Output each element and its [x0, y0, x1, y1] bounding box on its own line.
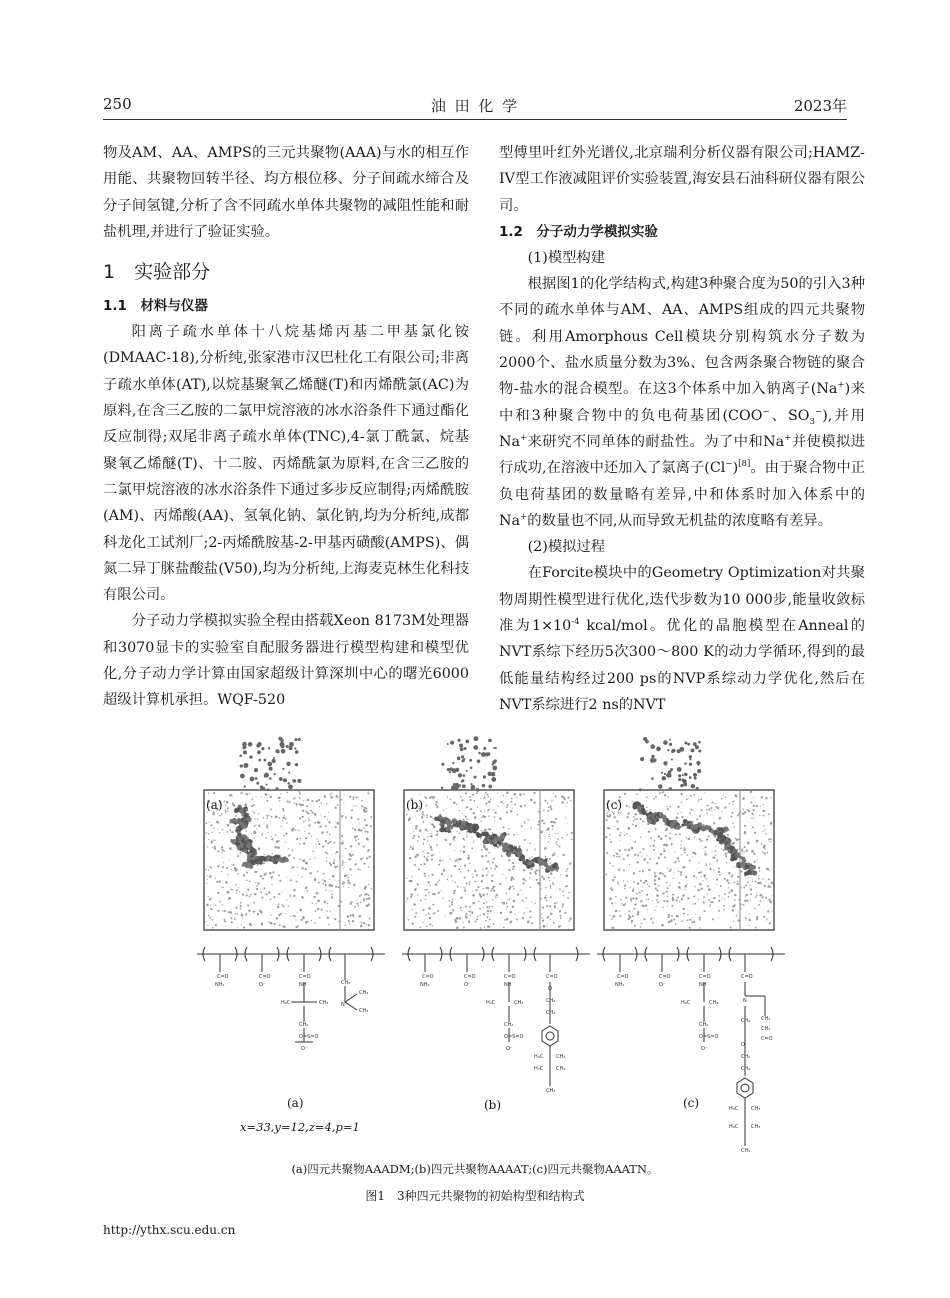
instruments-paragraph: 分子动力学模拟实验全程由搭载Xeon 8173M处理器和3070显卡的实验室自配服务器进行模型构建和模型优化,分子动力学计算由国家超级计算深圳中心的曙光6000超级计算机承担。WQF-520: [103, 613, 469, 709]
structure-a: [195, 946, 395, 1176]
journal-name: 油 田 化 学: [430, 97, 520, 115]
svg-text:C=O: C=O: [464, 974, 476, 980]
svg-text:CH₃: CH₃: [319, 1000, 329, 1006]
subsection-model-title: (1)模型构建: [527, 249, 606, 266]
snapshot-panel-b: [400, 736, 580, 936]
svg-text:CH₂: CH₂: [741, 1054, 751, 1060]
structure-b-drawing: [400, 946, 600, 1096]
svg-text:O⁻: O⁻: [259, 982, 266, 988]
year: 2023年: [793, 97, 847, 115]
materials-paragraph: 阳离子疏水单体十八烷基烯丙基二甲基氯化铵(DMAAC-18),分析纯,张家港市汉巴杜化工有限公司;非离子疏水单体(AT),以烷基聚氧乙烯醚(T)和丙烯酰氯(AC)为原料,在含三乙胺的二氯甲烷溶液的冰水浴条件下通过酯化反应制得;双尾非离子疏水单体(TNC),4-氯丁酰氯、烷基聚氧乙烯醚(T)、十二胺、丙烯酰氯为原料,在含三乙胺的二氯甲烷溶液的冰水浴条件下通过多步反应制得;丙烯酰胺(AM)、丙烯酸(AA)、氢氧化钠、氯化钠,均为分析纯,成都科龙化工试剂厂;2-丙烯酰胺基-2-甲基丙磺酸(AMPS)、偶氮二异丁脒盐酸盐(V50),均为分析纯,上海麦克林生化科技有限公司。: [103, 324, 469, 604]
structure-label-a: (a): [287, 1096, 304, 1110]
page-number: 250: [103, 95, 132, 113]
section-1-1-title: 1.1 材料与仪器: [103, 298, 208, 315]
right-column: [499, 140, 865, 718]
svg-text:N: N: [743, 998, 747, 1004]
section-1-title: 1 实验部分: [103, 261, 211, 284]
svg-text:H₃C: H₃C: [729, 1124, 739, 1130]
svg-text:CH₃: CH₃: [751, 1124, 761, 1130]
snapshot-label-b: (b): [406, 798, 424, 812]
snapshot-label-c: (c): [606, 798, 623, 812]
svg-text:CH₃: CH₃: [556, 1054, 566, 1060]
snapshot-label-a: (a): [206, 798, 223, 812]
svg-text:CH₃: CH₃: [546, 1088, 556, 1094]
svg-text:CH₂: CH₂: [546, 1010, 556, 1016]
header-rule: [103, 119, 847, 120]
snapshot-panel-a: [200, 736, 380, 936]
svg-text:CH₂: CH₂: [546, 998, 556, 1004]
svg-text:CH₂: CH₂: [741, 1066, 751, 1072]
svg-text:C=O: C=O: [217, 974, 229, 980]
simulation-paragraph: 在Forcite模块中的Geometry Optimization对共聚物周期性模型进行优化,迭代步数为10 000步,能量收敛标准为$1\times 10^{-4}$ kcal/mol。优化的晶胞模型在Anneal的NVT系综下经历5次300～800 K的动力学循环,得到的最低能量结构经过200 ps的NVP系综动力学优化,然后在NVT系综进行2 ns的NVT: [499, 565, 865, 713]
structure-label-c: (c): [683, 1096, 700, 1110]
svg-text:C=O: C=O: [546, 974, 558, 980]
structure-label-b: (b): [484, 1098, 502, 1112]
svg-text:O=S=O: O=S=O: [699, 1034, 719, 1040]
svg-text:CH₂: CH₂: [504, 1022, 514, 1028]
polymer-parameters: x=33,y=12,z=4,p=1: [240, 1120, 360, 1134]
svg-text:CH₃: CH₃: [556, 1066, 566, 1072]
svg-text:C=O: C=O: [761, 1036, 773, 1042]
svg-text:CH₃: CH₃: [514, 1000, 524, 1006]
svg-text:O⁻: O⁻: [701, 1046, 708, 1052]
svg-text:NH₂: NH₂: [215, 982, 225, 988]
svg-text:NH: NH: [299, 982, 307, 988]
model-paragraph: 根据图1的化学结构式,构建3种聚合度为50的引入3种不同的疏水单体与AM、AA、AMPS组成的四元共聚物链。利用Amorphous Cell模块分别构筑水分子数为2000个、盐水质量分数为3%、包含两条聚合物链的聚合物-盐水的混合模型。在这3个体系中加入钠离子(Na+)来中和3种聚合物中的负电荷基团(COO−、$SO_3^-$),并用Na+来研究不同单体的耐盐性。为了中和Na+并使模拟进行成功,在溶液中还加入了氯离子(Cl−)[8]。由于聚合物中正负电荷基团的数量略有差异,中和体系时加入体系中的Na+的数量也不同,从而导致无机盐的浓度略有差异。: [499, 276, 865, 529]
svg-text:N⁺: N⁺: [341, 1002, 348, 1008]
left-column: [103, 140, 469, 714]
svg-text:O⁻: O⁻: [464, 982, 471, 988]
svg-text:C=O: C=O: [699, 974, 711, 980]
svg-text:H₃C: H₃C: [534, 1054, 544, 1060]
snapshot-a-image: [200, 736, 380, 936]
svg-text:C=O: C=O: [741, 974, 753, 980]
instruments-continuation: 型傅里叶红外光谱仪,北京瑞利分析仪器有限公司;HAMZ-IV型工作液减阻评价实验装置,海安县石油科研仪器有限公司。: [499, 145, 865, 214]
structure-b: [400, 946, 600, 1176]
svg-text:CH₂: CH₂: [761, 1016, 771, 1022]
svg-text:H₃C: H₃C: [486, 1000, 496, 1006]
svg-text:O: O: [548, 986, 552, 992]
section-1-2-title: 1.2 分子动力学模拟实验: [499, 223, 658, 240]
svg-text:H₃C: H₃C: [729, 1106, 739, 1112]
svg-text:H₃C: H₃C: [681, 1000, 691, 1006]
svg-text:NH₂: NH₂: [420, 982, 430, 988]
snapshot-b-image: [400, 736, 580, 936]
svg-text:CH₃: CH₃: [359, 1008, 369, 1014]
svg-text:O⁻: O⁻: [506, 1046, 513, 1052]
svg-text:O⁻: O⁻: [659, 982, 666, 988]
svg-text:CH₂: CH₂: [699, 1022, 709, 1028]
svg-text:CH₃: CH₃: [709, 1000, 719, 1006]
footer-url[interactable]: http://ythx.scu.edu.cn: [103, 1223, 236, 1237]
svg-text:C=O: C=O: [504, 974, 516, 980]
reference-8[interactable]: [8]: [738, 459, 751, 470]
figure-note: (a)四元共聚物AAADM;(b)四元共聚物AAAAT;(c)四元共聚物AAATN。: [291, 1162, 659, 1176]
svg-text:NH₂: NH₂: [615, 982, 625, 988]
svg-text:CH₂: CH₂: [341, 980, 351, 986]
svg-text:O=S=O: O=S=O: [504, 1034, 524, 1040]
snapshot-panel-c: [600, 736, 780, 936]
svg-text:O⁻: O⁻: [301, 1046, 308, 1052]
structure-a-drawing: [195, 946, 395, 1086]
figure-1: [190, 736, 780, 1156]
svg-text:CH₂: CH₂: [761, 1026, 771, 1032]
svg-text:H₃C: H₃C: [281, 1000, 291, 1006]
svg-text:C=O: C=O: [422, 974, 434, 980]
structure-c: [595, 946, 795, 1176]
intro-continuation: 物及AM、AA、AMPS的三元共聚物(AAA)与水的相互作用能、共聚物回转半径、均方根位移、分子间疏水缔合及分子间氢键,分析了含不同疏水单体共聚物的减阻性能和耐盐机理,并进行了验证实验。: [103, 145, 469, 240]
svg-text:CH₂: CH₂: [741, 1018, 751, 1024]
snapshot-c-image: [600, 736, 780, 936]
svg-text:C=O: C=O: [617, 974, 629, 980]
svg-text:CH₃: CH₃: [751, 1106, 761, 1112]
structure-c-drawing: [595, 946, 795, 1156]
svg-text:CH₃: CH₃: [359, 990, 369, 996]
figure-title: 图1 3种四元共聚物的初始构型和结构式: [365, 1189, 585, 1203]
svg-text:O: O: [741, 1042, 745, 1048]
svg-text:C=O: C=O: [259, 974, 271, 980]
subsection-simulation-title: (2)模拟过程: [527, 539, 606, 556]
svg-text:NH: NH: [699, 982, 707, 988]
svg-text:NH: NH: [504, 982, 512, 988]
svg-text:CH₂: CH₂: [299, 1022, 309, 1028]
svg-text:C=O: C=O: [659, 974, 671, 980]
svg-text:CH₃: CH₃: [741, 1148, 751, 1154]
svg-text:O=S=O: O=S=O: [299, 1034, 319, 1040]
svg-text:C=O: C=O: [299, 974, 311, 980]
svg-text:H₃C: H₃C: [534, 1066, 544, 1072]
